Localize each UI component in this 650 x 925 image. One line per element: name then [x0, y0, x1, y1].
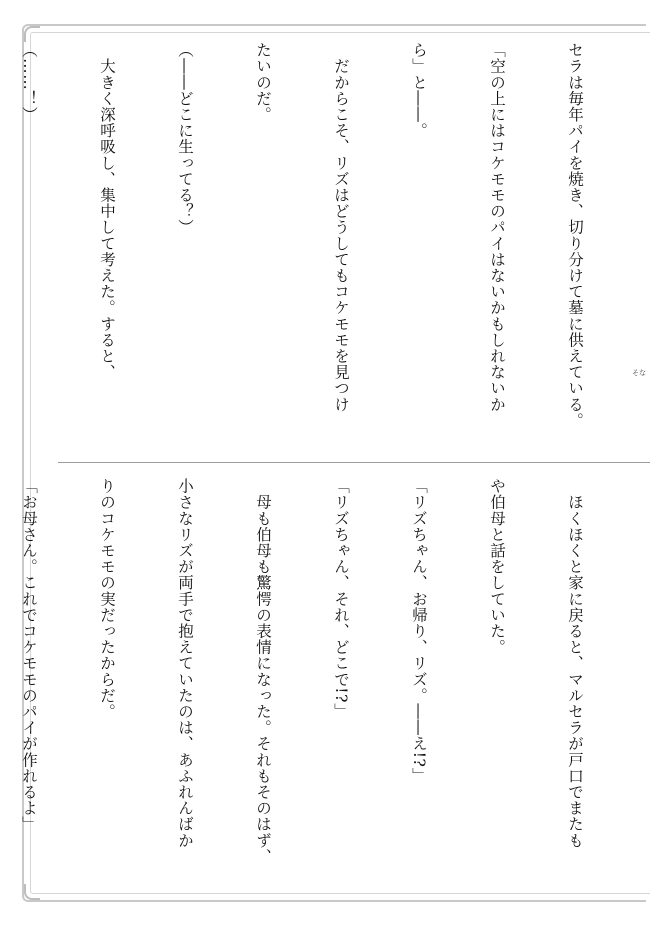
section-divider	[58, 462, 650, 463]
frame-corner-bottom	[24, 884, 40, 900]
text-line: 母も伯母も驚愕の表情になった。それもそのはず、	[254, 478, 272, 865]
text-line: 小さなリズが両手で抱えていたのは、あふれんばか	[176, 478, 194, 849]
frame-corner-top	[24, 26, 40, 42]
text-line: 「空の上にはコケモモのパイはないかもしれないか	[488, 42, 506, 413]
bottom-text-block	[0, 478, 640, 883]
text-line: や伯母と話をしていた。	[488, 478, 506, 656]
text-line: だからこそ、リズはどうしてもコケモモを見つけ	[332, 42, 350, 413]
text-line: ら」と――。	[410, 42, 428, 139]
top-text-block	[0, 42, 640, 452]
text-line: 「リズちゃん、それ、どこで!?」	[332, 478, 350, 720]
text-line: （……！）	[20, 42, 38, 123]
text-line: セラは毎年パイを焼き、切り分けて墓に供えている。	[566, 42, 584, 429]
text-line: りのコケモモの実だったからだ。	[98, 478, 116, 720]
text-line: たいのだ。	[254, 42, 272, 123]
text-line: 「リズちゃん、お帰り、リズ。――え!?」	[410, 478, 428, 784]
text-line: （――どこに生ってる？）	[176, 42, 194, 236]
text-line: 大きく深呼吸し、集中して考えた。すると、	[98, 42, 116, 381]
text-line: ほくほくと家に戻ると、マルセラが戸口でまたも	[566, 478, 584, 849]
furigana-ruby: そな	[632, 369, 646, 377]
text-line: 「お母さん。これでコケモモのパイが作れるよ」	[20, 478, 38, 833]
